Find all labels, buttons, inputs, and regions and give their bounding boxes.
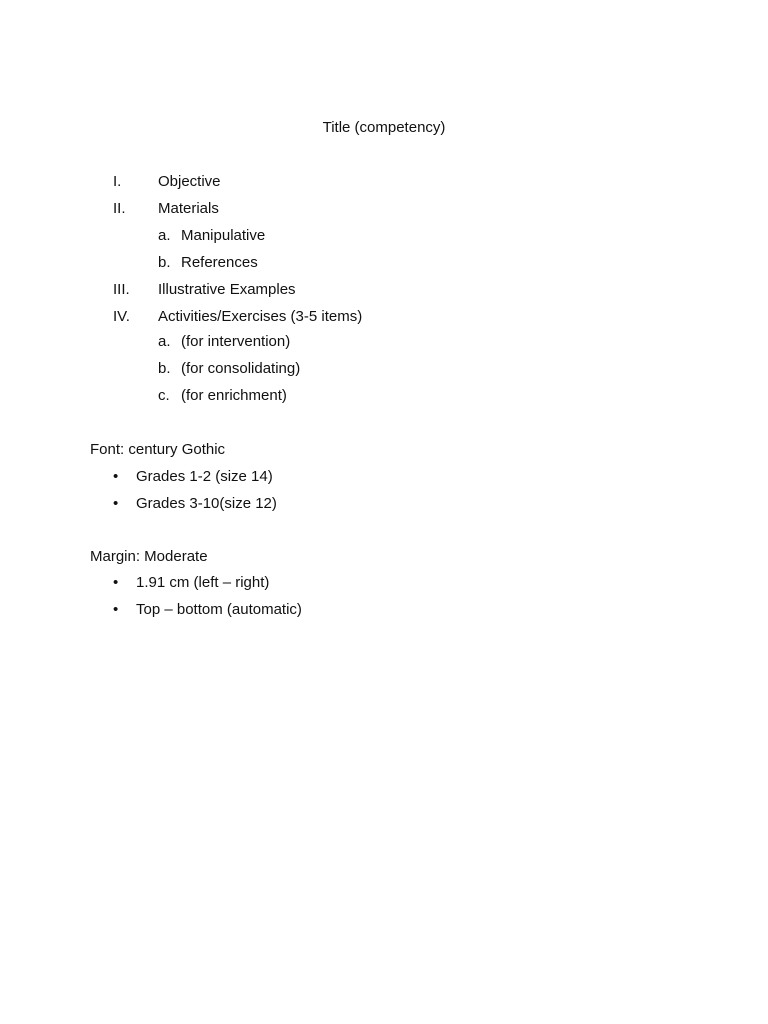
sub-marker: c. bbox=[158, 387, 170, 404]
sub-item-manipulative: Manipulative bbox=[181, 227, 266, 244]
outline-item-objective: Objective bbox=[158, 173, 221, 190]
sub-item-consolidating: (for consolidating) bbox=[181, 360, 301, 377]
sub-item-intervention: (for intervention) bbox=[181, 333, 291, 350]
sub-marker: a. bbox=[158, 227, 171, 244]
margin-bullet-left-right: 1.91 cm (left – right) bbox=[136, 574, 270, 591]
sub-item-references: References bbox=[181, 254, 258, 271]
bullet-icon: • bbox=[113, 468, 119, 485]
outline-item-activities: Activities/Exercises (3-5 items) bbox=[158, 308, 363, 325]
sub-marker: b. bbox=[158, 360, 171, 377]
bullet-icon: • bbox=[113, 601, 119, 618]
margin-bullet-top-bottom: Top – bottom (automatic) bbox=[136, 601, 302, 618]
font-heading: Font: century Gothic bbox=[90, 441, 226, 458]
outline-marker-3: III. bbox=[113, 281, 130, 298]
font-bullet-grades-1-2: Grades 1-2 (size 14) bbox=[136, 468, 273, 485]
outline-marker-4: IV. bbox=[113, 308, 130, 325]
outline-item-illustrative-examples: Illustrative Examples bbox=[158, 281, 296, 298]
sub-marker: b. bbox=[158, 254, 171, 271]
outline-item-materials: Materials bbox=[158, 200, 219, 217]
outline-marker-1: I. bbox=[113, 173, 122, 190]
sub-item-enrichment: (for enrichment) bbox=[181, 387, 287, 404]
sub-marker: a. bbox=[158, 333, 171, 350]
bullet-icon: • bbox=[113, 495, 119, 512]
page-title: Title (competency) bbox=[322, 119, 446, 136]
font-bullet-grades-3-10: Grades 3-10(size 12) bbox=[136, 495, 277, 512]
bullet-icon: • bbox=[113, 574, 119, 591]
outline-marker-2: II. bbox=[113, 200, 126, 217]
margin-heading: Margin: Moderate bbox=[90, 548, 208, 565]
